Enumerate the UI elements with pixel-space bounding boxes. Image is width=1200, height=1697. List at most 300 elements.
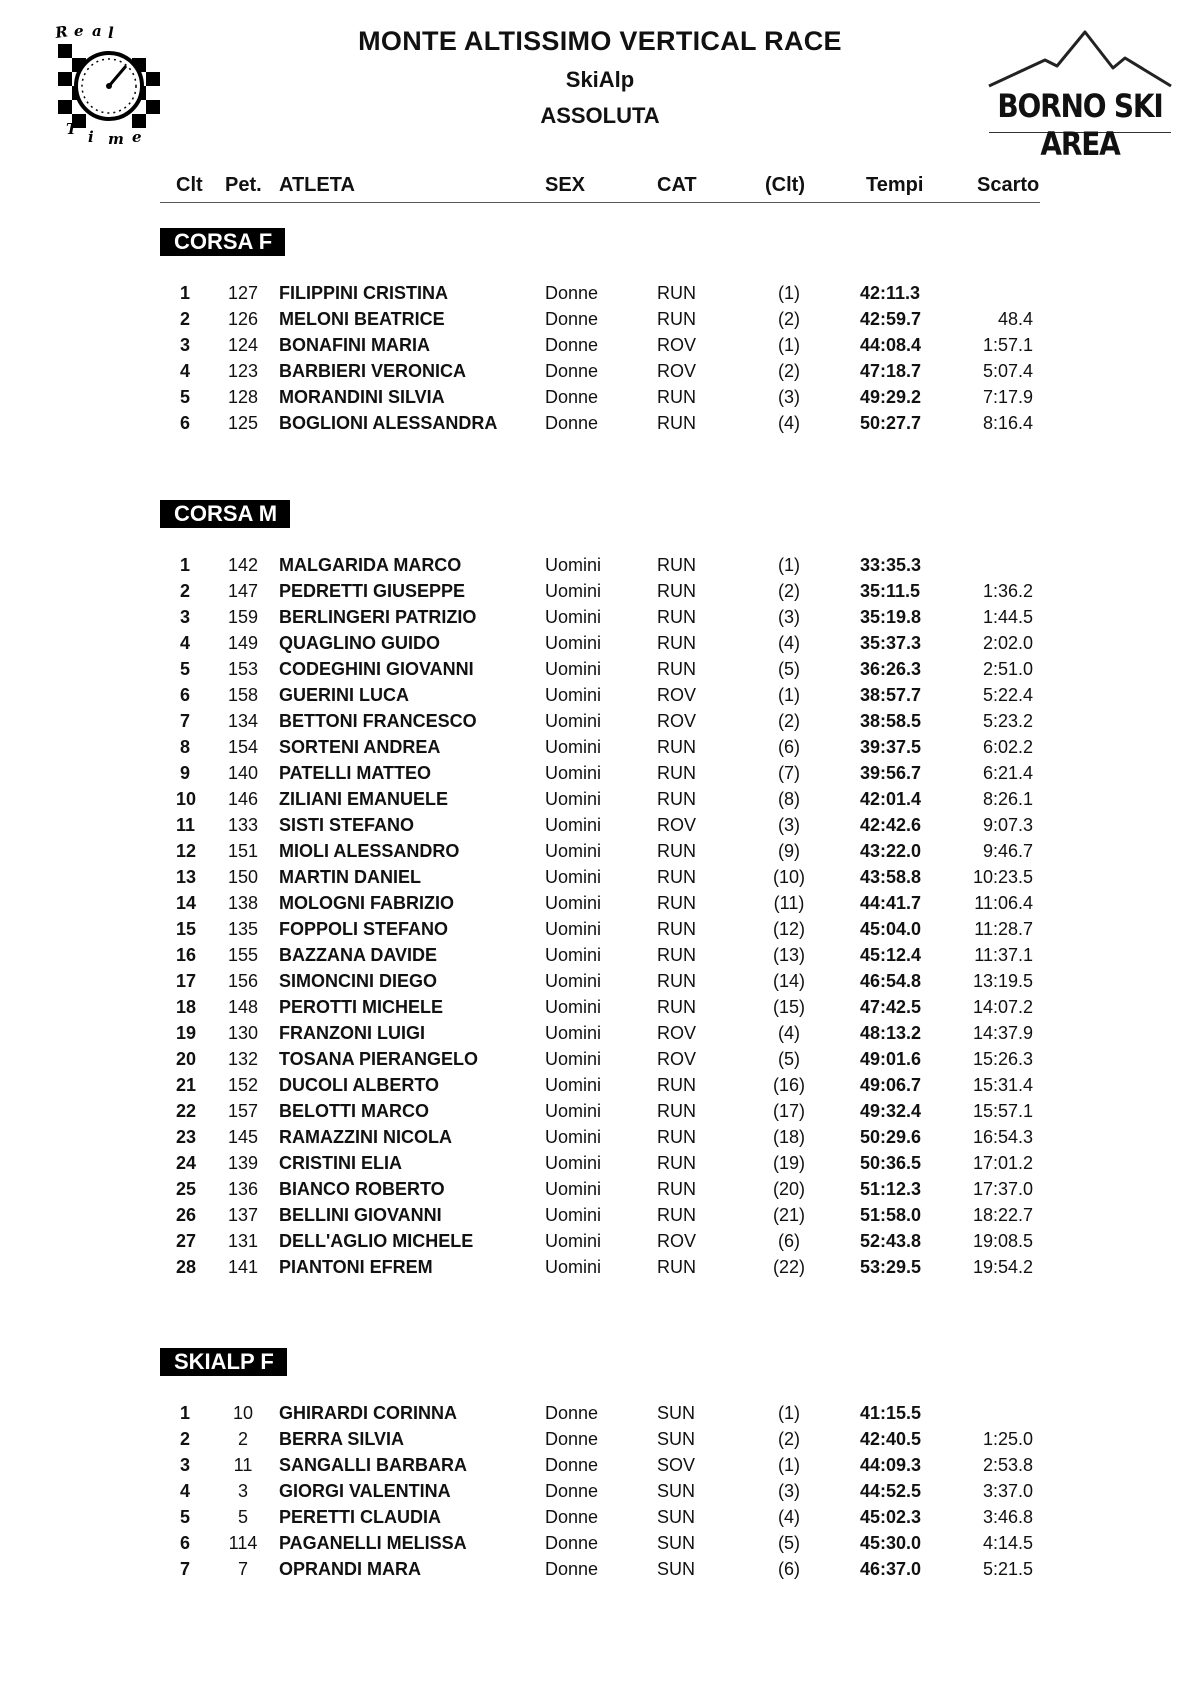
cell-gap: 8:26.1 bbox=[982, 789, 1033, 809]
cell-sex: Uomini bbox=[545, 555, 602, 575]
cell-cat-rank: (3) bbox=[778, 387, 800, 407]
cell-cat-rank: (18) bbox=[772, 1127, 805, 1147]
cell-sex: Donne bbox=[545, 361, 599, 381]
table-row bbox=[0, 1099, 1200, 1125]
cell-pet: 5 bbox=[237, 1507, 248, 1527]
cell-clt: 2 bbox=[179, 581, 190, 601]
cell-time: 45:12.4 bbox=[860, 945, 922, 965]
cell-time: 36:26.3 bbox=[860, 659, 922, 679]
cell-time: 44:09.3 bbox=[860, 1455, 922, 1475]
cell-gap: 1:25.0 bbox=[982, 1429, 1033, 1449]
cell-time: 33:35.3 bbox=[860, 555, 922, 575]
col-atleta: ATLETA bbox=[279, 174, 355, 196]
cell-sex: Uomini bbox=[545, 971, 602, 991]
col-cat-rank: (Clt) bbox=[765, 174, 805, 196]
cell-cat: SUN bbox=[657, 1533, 696, 1553]
cell-time: 50:27.7 bbox=[860, 413, 922, 433]
cell-sex: Uomini bbox=[545, 997, 602, 1017]
cell-clt: 22 bbox=[176, 1101, 197, 1121]
cell-cat: RUN bbox=[657, 1153, 696, 1173]
cell-gap: 13:19.5 bbox=[972, 971, 1033, 991]
section-label: CORSA M bbox=[160, 500, 290, 528]
table-row bbox=[0, 1531, 1200, 1557]
cell-clt: 24 bbox=[176, 1153, 197, 1173]
cell-clt: 10 bbox=[176, 789, 197, 809]
cell-time: 44:08.4 bbox=[860, 335, 922, 355]
cell-cat-rank: (2) bbox=[778, 581, 800, 601]
section-label: CORSA F bbox=[160, 228, 285, 256]
cell-athlete: BONAFINI MARIA bbox=[279, 335, 430, 355]
cell-sex: Donne bbox=[545, 1533, 599, 1553]
cell-time: 35:37.3 bbox=[860, 633, 922, 653]
cell-clt: 3 bbox=[179, 1455, 190, 1475]
cell-sex: Uomini bbox=[545, 737, 602, 757]
table-row bbox=[0, 1557, 1200, 1583]
cell-pet: 149 bbox=[227, 633, 259, 653]
cell-athlete: MOLOGNI FABRIZIO bbox=[279, 893, 454, 913]
cell-time: 35:11.5 bbox=[860, 581, 921, 601]
cell-sex: Uomini bbox=[545, 1075, 602, 1095]
cell-sex: Uomini bbox=[545, 633, 602, 653]
ranking-type: ASSOLUTA bbox=[540, 103, 660, 128]
cell-sex: Uomini bbox=[545, 607, 602, 627]
cell-cat: RUN bbox=[657, 555, 696, 575]
cell-time: 46:37.0 bbox=[860, 1559, 922, 1579]
table-row bbox=[0, 1255, 1200, 1281]
cell-cat-rank: (17) bbox=[772, 1101, 805, 1121]
svg-text:l: l bbox=[108, 24, 114, 42]
cell-cat: RUN bbox=[657, 997, 696, 1017]
cell-cat: RUN bbox=[657, 841, 696, 861]
cell-pet: 153 bbox=[227, 659, 259, 679]
svg-text:R: R bbox=[54, 22, 69, 42]
cell-cat: ROV bbox=[657, 1049, 697, 1069]
section-label: SKIALP F bbox=[160, 1348, 287, 1376]
cell-gap: 14:37.9 bbox=[972, 1023, 1033, 1043]
table-row bbox=[0, 1479, 1200, 1505]
cell-cat-rank: (1) bbox=[778, 1403, 800, 1423]
cell-cat: SOV bbox=[657, 1455, 696, 1475]
cell-clt: 1 bbox=[179, 283, 190, 303]
cell-cat-rank: (6) bbox=[778, 737, 800, 757]
cell-cat: ROV bbox=[657, 1023, 697, 1043]
cell-cat-rank: (5) bbox=[778, 1533, 800, 1553]
cell-cat-rank: (3) bbox=[778, 607, 800, 627]
cell-gap: 48.4 bbox=[997, 309, 1033, 329]
table-row bbox=[0, 1427, 1200, 1453]
cell-pet: 155 bbox=[227, 945, 259, 965]
svg-text:e: e bbox=[74, 22, 84, 40]
cell-sex: Donne bbox=[545, 1429, 599, 1449]
cell-cat: SUN bbox=[657, 1481, 696, 1501]
cell-cat-rank: (2) bbox=[778, 309, 800, 329]
table-row bbox=[0, 1177, 1200, 1203]
cell-athlete: SORTENI ANDREA bbox=[279, 737, 441, 757]
cell-sex: Uomini bbox=[545, 815, 602, 835]
cell-clt: 1 bbox=[179, 1403, 190, 1423]
cell-cat: RUN bbox=[657, 309, 696, 329]
cell-athlete: DUCOLI ALBERTO bbox=[279, 1075, 439, 1095]
cell-pet: 151 bbox=[227, 841, 259, 861]
cell-gap: 5:23.2 bbox=[982, 711, 1033, 731]
borno-ski-area-logo bbox=[985, 28, 1175, 163]
cell-clt: 3 bbox=[179, 607, 190, 627]
cell-sex: Donne bbox=[545, 335, 599, 355]
cell-clt: 18 bbox=[176, 997, 197, 1017]
cell-clt: 6 bbox=[179, 1533, 190, 1553]
table-row bbox=[0, 735, 1200, 761]
cell-pet: 148 bbox=[227, 997, 259, 1017]
cell-cat: SUN bbox=[657, 1559, 696, 1579]
cell-cat: ROV bbox=[657, 1231, 697, 1251]
cell-time: 45:02.3 bbox=[860, 1507, 922, 1527]
cell-cat-rank: (9) bbox=[778, 841, 800, 861]
cell-sex: Uomini bbox=[545, 1023, 602, 1043]
cell-time: 47:18.7 bbox=[860, 361, 922, 381]
cell-cat: SUN bbox=[657, 1429, 696, 1449]
real-time-logo bbox=[52, 22, 167, 147]
cell-gap: 14:07.2 bbox=[972, 997, 1033, 1017]
cell-cat: RUN bbox=[657, 1075, 696, 1095]
cell-pet: 114 bbox=[228, 1533, 258, 1553]
cell-clt: 12 bbox=[176, 841, 197, 861]
table-row bbox=[0, 683, 1200, 709]
cell-athlete: CRISTINI ELIA bbox=[279, 1153, 403, 1173]
cell-cat-rank: (2) bbox=[778, 1429, 800, 1449]
cell-sex: Donne bbox=[545, 1507, 599, 1527]
cell-clt: 6 bbox=[179, 685, 190, 705]
cell-pet: 11 bbox=[233, 1455, 253, 1475]
cell-gap: 6:02.2 bbox=[982, 737, 1033, 757]
cell-cat-rank: (14) bbox=[772, 971, 805, 991]
cell-cat: ROV bbox=[657, 711, 697, 731]
cell-cat-rank: (2) bbox=[778, 361, 800, 381]
cell-pet: 156 bbox=[227, 971, 259, 991]
table-row bbox=[0, 917, 1200, 943]
cell-time: 43:58.8 bbox=[860, 867, 922, 887]
table-row bbox=[0, 943, 1200, 969]
cell-pet: 138 bbox=[227, 893, 259, 913]
cell-athlete: DELL'AGLIO MICHELE bbox=[279, 1231, 474, 1251]
cell-sex: Uomini bbox=[545, 1127, 602, 1147]
cell-athlete: CODEGHINI GIOVANNI bbox=[279, 659, 474, 679]
cell-pet: 159 bbox=[227, 607, 259, 627]
table-row bbox=[0, 605, 1200, 631]
cell-sex: Uomini bbox=[545, 581, 602, 601]
cell-sex: Donne bbox=[545, 309, 599, 329]
section-skialp-f bbox=[0, 1348, 1200, 1583]
cell-athlete: BAZZANA DAVIDE bbox=[279, 945, 437, 965]
cell-sex: Uomini bbox=[545, 685, 602, 705]
svg-text:e: e bbox=[132, 128, 142, 146]
cell-athlete: PEROTTI MICHELE bbox=[279, 997, 444, 1017]
results-table bbox=[0, 281, 1200, 437]
cell-cat: RUN bbox=[657, 867, 696, 887]
column-header-row bbox=[160, 172, 1040, 203]
cell-athlete: MIOLI ALESSANDRO bbox=[279, 841, 460, 861]
cell-cat: ROV bbox=[657, 815, 697, 835]
cell-time: 39:37.5 bbox=[860, 737, 922, 757]
borno-ski-area-wordmark: BORNO SKI AREA bbox=[997, 87, 1163, 163]
cell-time: 47:42.5 bbox=[860, 997, 922, 1017]
cell-athlete: PATELLI MATTEO bbox=[279, 763, 431, 783]
cell-pet: 132 bbox=[227, 1049, 259, 1069]
cell-cat-rank: (1) bbox=[778, 335, 800, 355]
cell-clt: 26 bbox=[176, 1205, 197, 1225]
cell-clt: 16 bbox=[176, 945, 197, 965]
cell-athlete: MELONI BEATRICE bbox=[279, 309, 445, 329]
table-row bbox=[0, 891, 1200, 917]
cell-sex: Uomini bbox=[545, 893, 602, 913]
cell-clt: 2 bbox=[179, 1429, 190, 1449]
cell-cat-rank: (6) bbox=[778, 1231, 800, 1251]
cell-cat-rank: (20) bbox=[772, 1179, 805, 1199]
cell-athlete: PAGANELLI MELISSA bbox=[279, 1533, 467, 1553]
stopwatch-checkered-icon bbox=[52, 22, 167, 147]
cell-gap: 8:16.4 bbox=[982, 413, 1033, 433]
cell-cat: RUN bbox=[657, 945, 696, 965]
results-table bbox=[0, 553, 1200, 1281]
cell-gap: 11:28.7 bbox=[974, 919, 1033, 939]
cell-athlete: SIMONCINI DIEGO bbox=[279, 971, 438, 991]
cell-clt: 13 bbox=[176, 867, 197, 887]
cell-gap: 9:07.3 bbox=[982, 815, 1033, 835]
cell-clt: 2 bbox=[179, 309, 190, 329]
cell-cat-rank: (10) bbox=[772, 867, 805, 887]
cell-pet: 141 bbox=[227, 1257, 259, 1277]
cell-clt: 4 bbox=[179, 633, 190, 653]
cell-gap: 17:37.0 bbox=[972, 1179, 1033, 1199]
cell-cat: RUN bbox=[657, 1101, 696, 1121]
cell-gap: 7:17.9 bbox=[982, 387, 1033, 407]
cell-pet: 133 bbox=[227, 815, 259, 835]
cell-cat: SUN bbox=[657, 1403, 696, 1423]
cell-clt: 5 bbox=[179, 1507, 190, 1527]
cell-athlete: MALGARIDA MARCO bbox=[279, 555, 462, 575]
cell-gap: 5:22.4 bbox=[982, 685, 1033, 705]
cell-sex: Uomini bbox=[545, 1179, 602, 1199]
cell-gap: 19:08.5 bbox=[972, 1231, 1033, 1251]
cell-gap: 1:36.2 bbox=[982, 581, 1033, 601]
table-row bbox=[0, 839, 1200, 865]
cell-gap: 2:51.0 bbox=[982, 659, 1033, 679]
table-row bbox=[0, 1125, 1200, 1151]
cell-pet: 154 bbox=[227, 737, 259, 757]
cell-clt: 25 bbox=[176, 1179, 197, 1199]
cell-cat-rank: (22) bbox=[772, 1257, 805, 1277]
section-corsa-f bbox=[0, 228, 1200, 500]
cell-pet: 124 bbox=[227, 335, 259, 355]
cell-athlete: BERRA SILVIA bbox=[279, 1429, 405, 1449]
cell-pet: 146 bbox=[227, 789, 259, 809]
cell-sex: Uomini bbox=[545, 1231, 602, 1251]
table-row bbox=[0, 281, 1200, 307]
cell-pet: 147 bbox=[227, 581, 259, 601]
cell-sex: Uomini bbox=[545, 1205, 602, 1225]
cell-cat-rank: (1) bbox=[778, 555, 800, 575]
cell-time: 42:42.6 bbox=[860, 815, 922, 835]
table-row bbox=[0, 709, 1200, 735]
cell-athlete: QUAGLINO GUIDO bbox=[279, 633, 440, 653]
cell-cat: ROV bbox=[657, 335, 697, 355]
cell-cat-rank: (3) bbox=[778, 1481, 800, 1501]
cell-sex: Uomini bbox=[545, 919, 602, 939]
cell-pet: 158 bbox=[227, 685, 259, 705]
col-clt: Clt bbox=[176, 174, 203, 196]
cell-pet: 3 bbox=[237, 1481, 248, 1501]
cell-cat-rank: (16) bbox=[772, 1075, 805, 1095]
cell-gap: 16:54.3 bbox=[972, 1127, 1033, 1147]
cell-clt: 3 bbox=[179, 335, 190, 355]
cell-gap: 9:46.7 bbox=[982, 841, 1033, 861]
cell-time: 42:59.7 bbox=[860, 309, 922, 329]
cell-sex: Donne bbox=[545, 1403, 599, 1423]
table-row bbox=[0, 1453, 1200, 1479]
cell-sex: Donne bbox=[545, 1481, 599, 1501]
cell-athlete: BIANCO ROBERTO bbox=[279, 1179, 445, 1199]
cell-pet: 137 bbox=[227, 1205, 259, 1225]
cell-sex: Uomini bbox=[545, 1049, 602, 1069]
cell-pet: 7 bbox=[237, 1559, 248, 1579]
cell-clt: 7 bbox=[179, 1559, 190, 1579]
cell-pet: 126 bbox=[227, 309, 259, 329]
cell-time: 44:41.7 bbox=[860, 893, 922, 913]
cell-cat-rank: (19) bbox=[772, 1153, 805, 1173]
cell-cat-rank: (2) bbox=[778, 711, 800, 731]
cell-gap: 15:31.4 bbox=[972, 1075, 1033, 1095]
table-row bbox=[0, 1505, 1200, 1531]
cell-athlete: BARBIERI VERONICA bbox=[279, 361, 467, 381]
table-row bbox=[0, 787, 1200, 813]
cell-cat: RUN bbox=[657, 737, 696, 757]
cell-clt: 8 bbox=[179, 737, 190, 757]
cell-sex: Donne bbox=[545, 1455, 599, 1475]
table-row bbox=[0, 1203, 1200, 1229]
col-sex: SEX bbox=[545, 174, 586, 196]
cell-gap: 1:44.5 bbox=[982, 607, 1033, 627]
cell-cat-rank: (5) bbox=[778, 659, 800, 679]
cell-gap: 2:02.0 bbox=[982, 633, 1033, 653]
cell-gap: 15:26.3 bbox=[972, 1049, 1033, 1069]
cell-athlete: SISTI STEFANO bbox=[279, 815, 415, 835]
cell-clt: 15 bbox=[176, 919, 197, 939]
cell-cat-rank: (5) bbox=[778, 1049, 800, 1069]
cell-athlete: MORANDINI SILVIA bbox=[279, 387, 445, 407]
table-row bbox=[0, 359, 1200, 385]
table-row bbox=[0, 761, 1200, 787]
col-scarto: Scarto bbox=[977, 174, 1040, 196]
cell-pet: 152 bbox=[227, 1075, 259, 1095]
cell-athlete: PIANTONI EFREM bbox=[279, 1257, 433, 1277]
table-row bbox=[0, 969, 1200, 995]
cell-gap: 15:57.1 bbox=[972, 1101, 1033, 1121]
cell-sex: Uomini bbox=[545, 841, 602, 861]
cell-time: 46:54.8 bbox=[860, 971, 922, 991]
cell-gap: 3:46.8 bbox=[982, 1507, 1033, 1527]
cell-sex: Uomini bbox=[545, 763, 602, 783]
cell-cat: RUN bbox=[657, 789, 696, 809]
cell-athlete: PERETTI CLAUDIA bbox=[279, 1507, 441, 1527]
cell-clt: 5 bbox=[179, 659, 190, 679]
cell-cat-rank: (13) bbox=[772, 945, 805, 965]
cell-sex: Uomini bbox=[545, 867, 602, 887]
cell-clt: 27 bbox=[176, 1231, 197, 1251]
cell-clt: 9 bbox=[179, 763, 190, 783]
table-row bbox=[0, 657, 1200, 683]
cell-time: 48:13.2 bbox=[860, 1023, 922, 1043]
cell-pet: 127 bbox=[227, 283, 259, 303]
svg-text:i: i bbox=[88, 128, 94, 146]
table-row bbox=[0, 1229, 1200, 1255]
cell-cat: RUN bbox=[657, 633, 696, 653]
cell-gap: 11:37.1 bbox=[974, 945, 1033, 965]
cell-cat-rank: (4) bbox=[778, 633, 800, 653]
cell-cat: RUN bbox=[657, 581, 696, 601]
cell-gap: 19:54.2 bbox=[972, 1257, 1033, 1277]
cell-gap: 6:21.4 bbox=[982, 763, 1033, 783]
cell-pet: 142 bbox=[227, 555, 259, 575]
cell-cat-rank: (12) bbox=[772, 919, 805, 939]
cell-time: 50:29.6 bbox=[860, 1127, 922, 1147]
cell-clt: 20 bbox=[176, 1049, 197, 1069]
cell-pet: 131 bbox=[227, 1231, 259, 1251]
table-row bbox=[0, 813, 1200, 839]
cell-athlete: GUERINI LUCA bbox=[279, 685, 409, 705]
cell-clt: 28 bbox=[176, 1257, 197, 1277]
cell-cat-rank: (1) bbox=[778, 283, 800, 303]
cell-cat: ROV bbox=[657, 361, 697, 381]
cell-pet: 134 bbox=[227, 711, 259, 731]
cell-cat-rank: (4) bbox=[778, 1023, 800, 1043]
table-row bbox=[0, 579, 1200, 605]
cell-cat: RUN bbox=[657, 763, 696, 783]
cell-clt: 7 bbox=[179, 711, 190, 731]
cell-gap: 4:14.5 bbox=[982, 1533, 1033, 1553]
cell-gap: 1:57.1 bbox=[982, 335, 1033, 355]
cell-athlete: PEDRETTI GIUSEPPE bbox=[279, 581, 466, 601]
cell-cat: RUN bbox=[657, 919, 696, 939]
cell-time: 38:57.7 bbox=[860, 685, 922, 705]
cell-time: 42:01.4 bbox=[860, 789, 922, 809]
cell-time: 52:43.8 bbox=[860, 1231, 922, 1251]
cell-athlete: GIORGI VALENTINA bbox=[279, 1481, 451, 1501]
cell-sex: Donne bbox=[545, 413, 599, 433]
cell-athlete: TOSANA PIERANGELO bbox=[279, 1049, 479, 1069]
cell-time: 45:30.0 bbox=[860, 1533, 922, 1553]
cell-pet: 140 bbox=[227, 763, 259, 783]
cell-gap: 2:53.8 bbox=[982, 1455, 1033, 1475]
cell-time: 51:12.3 bbox=[860, 1179, 922, 1199]
cell-clt: 23 bbox=[176, 1127, 197, 1147]
cell-cat: RUN bbox=[657, 283, 696, 303]
cell-athlete: GHIRARDI CORINNA bbox=[279, 1403, 457, 1423]
cell-cat-rank: (1) bbox=[778, 685, 800, 705]
cell-athlete: MARTIN DANIEL bbox=[279, 867, 421, 887]
cell-gap: 11:06.4 bbox=[974, 893, 1033, 913]
results-sections bbox=[0, 228, 1200, 1583]
cell-pet: 145 bbox=[227, 1127, 259, 1147]
cell-time: 42:40.5 bbox=[860, 1429, 922, 1449]
cell-time: 49:29.2 bbox=[860, 387, 922, 407]
cell-sex: Donne bbox=[545, 1559, 599, 1579]
cell-sex: Uomini bbox=[545, 1101, 602, 1121]
cell-sex: Uomini bbox=[545, 1153, 602, 1173]
cell-cat-rank: (4) bbox=[778, 413, 800, 433]
cell-cat: RUN bbox=[657, 387, 696, 407]
table-row bbox=[0, 411, 1200, 437]
cell-sex: Uomini bbox=[545, 711, 602, 731]
cell-cat: RUN bbox=[657, 1179, 696, 1199]
